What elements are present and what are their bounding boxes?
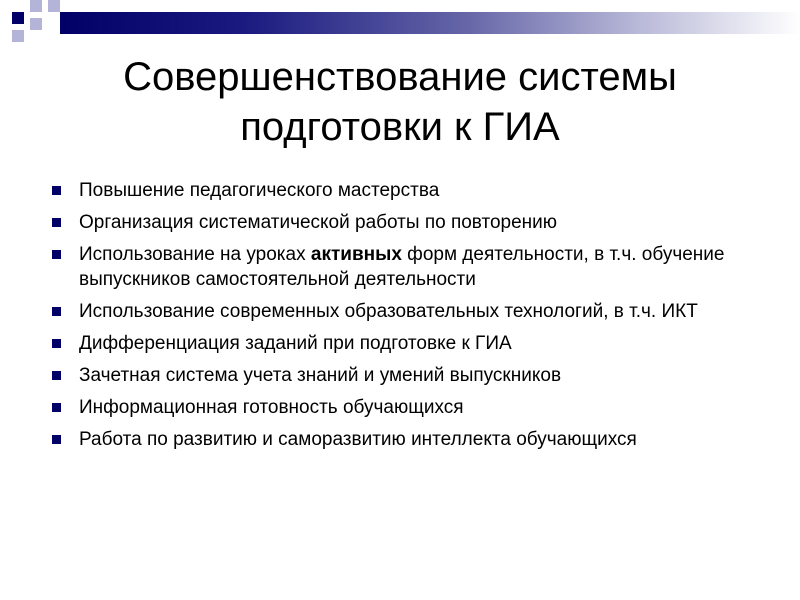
- square-bullet-icon: [52, 371, 61, 380]
- square-bullet-icon: [52, 186, 61, 195]
- slide-title: [0, 52, 800, 152]
- decorative-square-lavender-1: [30, 0, 42, 12]
- bullet-text: Использование современных образовательных технологий, в т.ч. ИКТ: [79, 301, 698, 322]
- bullet-text-bold: активных: [310, 244, 402, 265]
- square-bullet-icon: [52, 435, 61, 444]
- bullet-item: [52, 395, 772, 420]
- square-bullet-icon: [52, 339, 61, 348]
- bullet-item: [52, 427, 772, 452]
- header-gradient-bar: [60, 12, 800, 34]
- bullet-text: Повышение педагогического мастерства: [79, 180, 440, 201]
- square-bullet-icon: [52, 250, 61, 259]
- decorative-square-navy-1: [12, 12, 24, 24]
- decorative-square-lavender-4: [12, 30, 24, 42]
- bullet-item: [52, 178, 772, 203]
- bullet-item: [52, 331, 772, 356]
- bullet-text-before: Использование на уроках: [79, 244, 311, 265]
- bullet-item: [52, 363, 772, 388]
- bullet-text: Информационная готовность обучающихся: [79, 397, 464, 418]
- slide-title-line-2: подготовки к ГИА: [240, 105, 560, 149]
- bullet-text: Дифференциация заданий при подготовке к ГИА: [79, 333, 512, 354]
- bullet-text: Зачетная система учета знаний и умений выпускников: [79, 365, 562, 386]
- decorative-square-lavender-3: [48, 0, 60, 12]
- bullet-text: Организация систематической работы по повторению: [79, 212, 558, 233]
- bullet-item: [52, 299, 772, 324]
- bullet-text: Работа по развитию и саморазвитию интеллекта обучающихся: [79, 429, 637, 450]
- bullet-list: [52, 178, 772, 459]
- bullet-text-after: форм деятельности, в т.ч. обучение выпускников самостоятельной деятельности: [79, 244, 725, 290]
- square-bullet-icon: [52, 307, 61, 316]
- slide-title-line-1: Совершенствование системы: [123, 55, 677, 99]
- bullet-item: [52, 210, 772, 235]
- decorative-square-lavender-2: [30, 18, 42, 30]
- bullet-item: [52, 242, 772, 292]
- square-bullet-icon: [52, 403, 61, 412]
- square-bullet-icon: [52, 218, 61, 227]
